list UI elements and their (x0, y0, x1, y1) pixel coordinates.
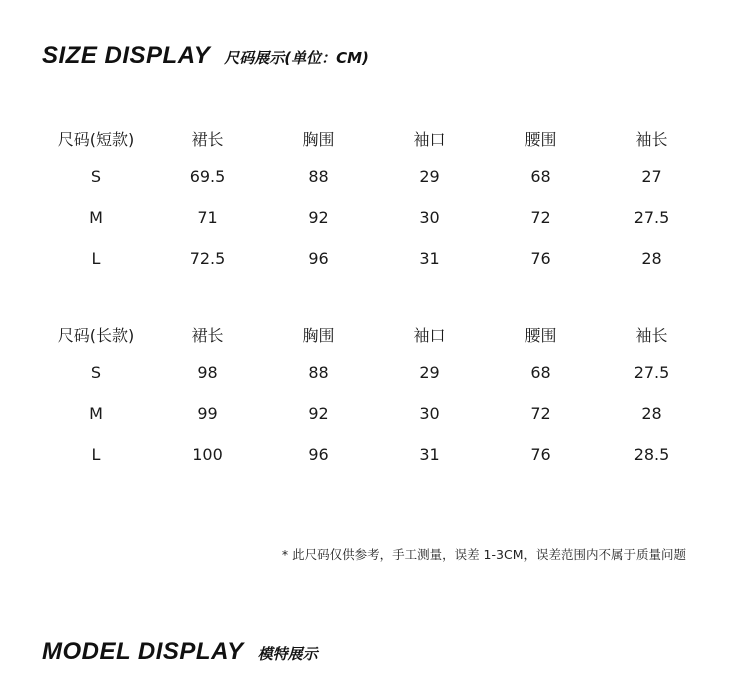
size-table-short (40, 120, 710, 279)
table-header-row (40, 316, 710, 352)
table-cell: 88 (308, 167, 329, 186)
table-cell: 72 (530, 208, 551, 227)
model-display-title-en: MODEL DISPLAY (42, 638, 244, 665)
table-cell: L (91, 445, 101, 464)
table-cell: 71 (197, 208, 218, 227)
size-display-heading (42, 42, 369, 70)
table-cell: 28.5 (633, 445, 670, 464)
header-cell-sleeve: 袖长 (635, 325, 668, 345)
table-cell: 92 (308, 404, 329, 423)
table-cell: 31 (419, 249, 440, 268)
table-cell: M (89, 208, 103, 227)
header-cell-cuff: 袖口 (413, 325, 446, 345)
header-cell-cuff: 袖口 (413, 129, 446, 149)
table-cell: 27 (641, 167, 662, 186)
header-cell-waist: 腰围 (524, 325, 557, 345)
table-row (40, 393, 710, 434)
table-cell: S (90, 363, 102, 382)
header-cell-size: 尺码(长款) (57, 325, 135, 345)
table-cell: 100 (192, 445, 223, 464)
table-cell: 99 (197, 404, 218, 423)
table-cell: 68 (530, 363, 551, 382)
table-row (40, 156, 710, 197)
model-display-title-zh: 模特展示 (257, 645, 318, 663)
table-row (40, 352, 710, 393)
table-cell: 72.5 (189, 249, 226, 268)
table-cell: 96 (308, 445, 329, 464)
table-cell: L (91, 249, 101, 268)
table-cell: 28 (641, 249, 662, 268)
table-cell: 72 (530, 404, 551, 423)
table-row (40, 434, 710, 475)
table-cell: 92 (308, 208, 329, 227)
header-cell-size: 尺码(短款) (57, 129, 135, 149)
table-cell: S (90, 167, 102, 186)
table-row (40, 197, 710, 238)
table-cell: 30 (419, 404, 440, 423)
table-cell: 29 (419, 363, 440, 382)
header-cell-length: 裙长 (191, 325, 224, 345)
table-cell: 27.5 (633, 208, 670, 227)
header-cell-length: 裙长 (191, 129, 224, 149)
table-cell: 28 (641, 404, 662, 423)
table-cell: 88 (308, 363, 329, 382)
table-cell: 31 (419, 445, 440, 464)
header-cell-bust: 胸围 (302, 325, 335, 345)
measurement-note: * 此尺码仅供参考，手工测量，误差 1-3CM，误差范围内不属于质量问题 (281, 547, 686, 562)
table-cell: 29 (419, 167, 440, 186)
size-table-long (40, 316, 710, 475)
header-cell-bust: 胸围 (302, 129, 335, 149)
size-display-title-en: SIZE DISPLAY (42, 42, 211, 69)
table-cell: 27.5 (633, 363, 670, 382)
table-header-row (40, 120, 710, 156)
table-cell: 96 (308, 249, 329, 268)
header-cell-waist: 腰围 (524, 129, 557, 149)
size-display-title-zh: 尺码展示(单位：CM) (224, 49, 369, 67)
header-cell-sleeve: 袖长 (635, 129, 668, 149)
table-cell: 30 (419, 208, 440, 227)
model-display-heading (42, 638, 318, 666)
table-cell: 69.5 (189, 167, 226, 186)
table-cell: M (89, 404, 103, 423)
table-cell: 76 (530, 445, 551, 464)
table-cell: 98 (197, 363, 218, 382)
table-cell: 76 (530, 249, 551, 268)
table-cell: 68 (530, 167, 551, 186)
table-row (40, 238, 710, 279)
